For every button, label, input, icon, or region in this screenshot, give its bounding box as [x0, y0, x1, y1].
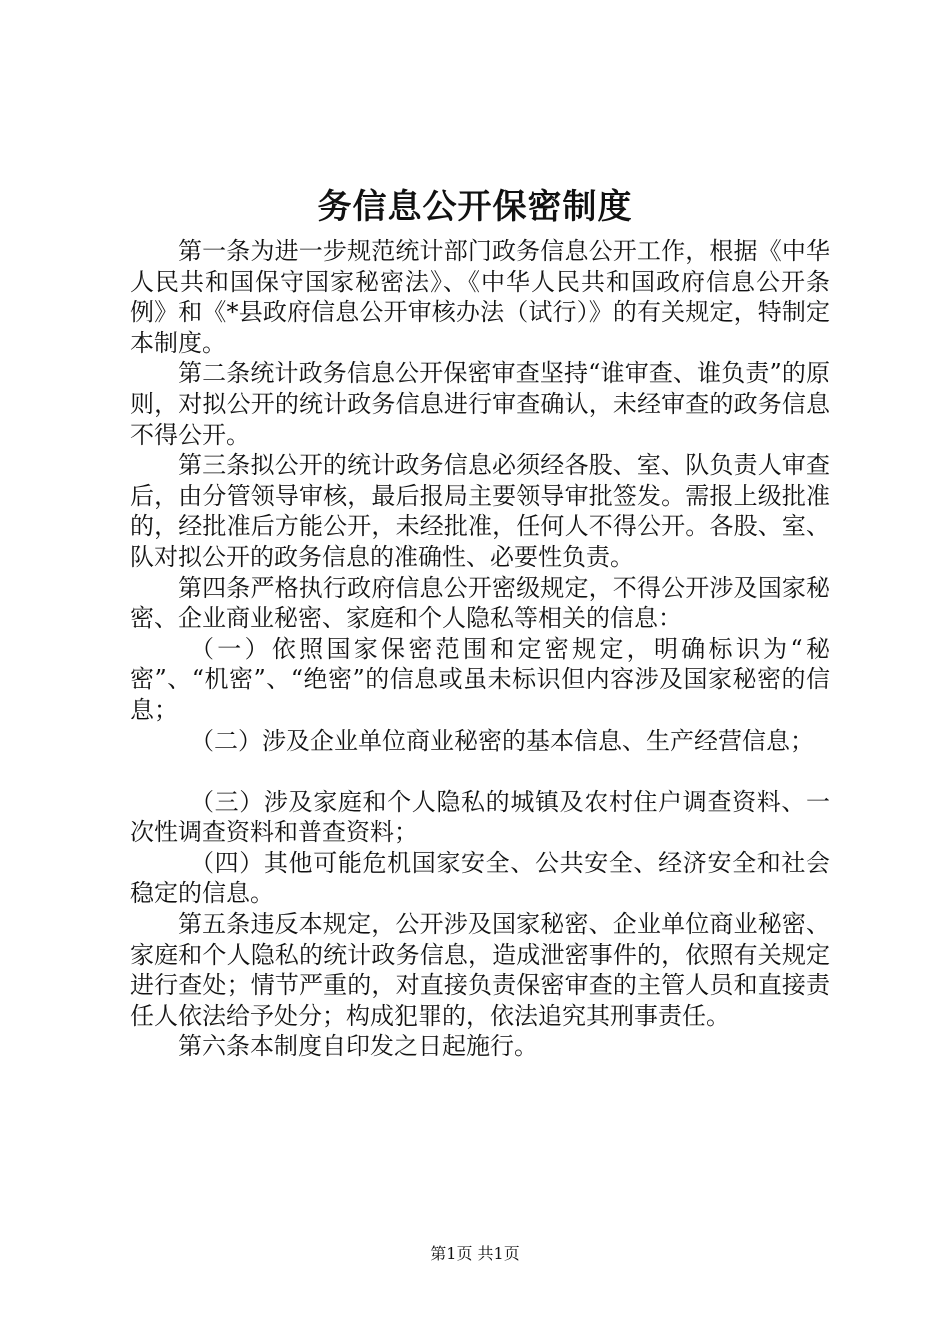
article-3: 第三条拟公开的统计政务信息必须经各股、室、队负责人审查后，由分管领导审核，最后报局主要领导审批签发。需报上级批准的，经批准后方能公开，未经批准，任何人不得公开。各股、室、队对拟公开的政务信息的准确性、必要性负责。 [130, 451, 830, 571]
page-footer: 第1页 共1页 [430, 1244, 520, 1263]
document-body [130, 236, 830, 1062]
document-title: 务信息公开保密制度 [317, 187, 633, 227]
article-5: 第五条违反本规定，公开涉及国家秘密、企业单位商业秘密、家庭和个人隐私的统计政务信息，造成泄密事件的，依照有关规定进行查处；情节严重的，对直接负责保密审查的主管人员和直接责任人依法给予处分；构成犯罪的，依法追究其刑事责任。 [130, 910, 830, 1030]
article-6: 第六条本制度自印发之日起施行。 [178, 1032, 538, 1061]
article-2: 第二条统计政务信息公开保密审查坚持“谁审查、谁负责”的原则，对拟公开的统计政务信息进行审查确认，未经审查的政务信息不得公开。 [130, 359, 830, 449]
blank-line [130, 756, 830, 787]
article-4-item-1: （一）依照国家保密范围和定密规定，明确标识为“秘密”、“机密”、“绝密”的信息或虽未标识但内容涉及国家秘密的信息； [130, 634, 830, 724]
article-4-item-3: （三）涉及家庭和个人隐私的城镇及农村住户调查资料、一次性调查资料和普查资料； [130, 787, 830, 847]
article-4: 第四条严格执行政府信息公开密级规定，不得公开涉及国家秘密、企业商业秘密、家庭和个人隐私等相关的信息： [130, 573, 830, 633]
article-4-item-2: （二）涉及企业单位商业秘密的基本信息、生产经营信息； [190, 726, 814, 755]
article-1: 第一条为进一步规范统计部门政务信息公开工作，根据《中华人民共和国保守国家秘密法》、《中华人民共和国政府信息公开条例》和《*县政府信息公开审核办法（试行）》的有关规定，特制定本制度。 [130, 237, 830, 357]
article-4-item-4: （四）其他可能危机国家安全、公共安全、经济安全和社会稳定的信息。 [130, 848, 830, 908]
